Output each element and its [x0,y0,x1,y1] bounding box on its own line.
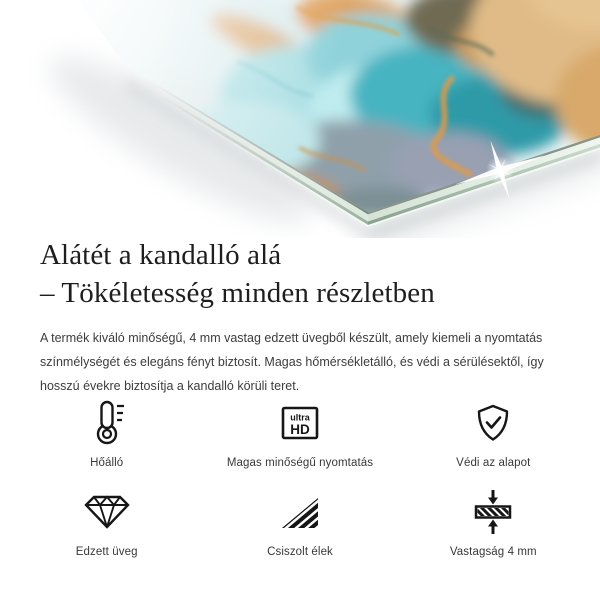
thermometer-icon [84,398,130,448]
features-grid [10,398,590,558]
shield-check-icon [470,398,516,448]
feature-heat-resistant [10,398,203,469]
svg-text:HD: HD [290,422,310,437]
product-description-section [40,236,570,398]
section-title [40,236,570,313]
feature-label: Védi az alapot [456,457,531,469]
feature-label: Csiszolt élek [267,546,333,558]
feature-label: Vastagság 4 mm [449,546,537,558]
section-title-line1: Alátét a kandalló alá [40,239,282,271]
feature-protects-base [397,398,590,469]
section-title-line2: – Tökéletesség minden részletben [40,277,435,310]
section-description: A termék kiváló minőségű, 4 mm vastag edzett üvegből készült, amely kiemeli a nyomtatás színmélységét és elegáns fényt biztosít. Magas hőmérsékletálló, és védi a sérülésektől, így hosszú évekre biztosítja a kandalló körüli teret. [40,330,544,393]
ultra-hd-icon [277,398,323,448]
feature-label: Edzett üveg [75,546,138,558]
svg-text:ultra: ultra [290,412,310,423]
polished-edges-icon [277,487,323,537]
feature-tempered-glass [10,487,203,558]
feature-label: Hőálló [90,457,124,469]
feature-polished-edges [203,487,396,558]
hero-section [0,0,600,238]
diamond-icon [84,487,130,537]
feature-label: Magas minőségű nyomtatás [226,457,374,469]
feature-print-quality [203,398,396,469]
feature-thickness [397,487,590,558]
glass-panel-image [0,0,600,238]
thickness-4mm-icon [470,487,516,537]
